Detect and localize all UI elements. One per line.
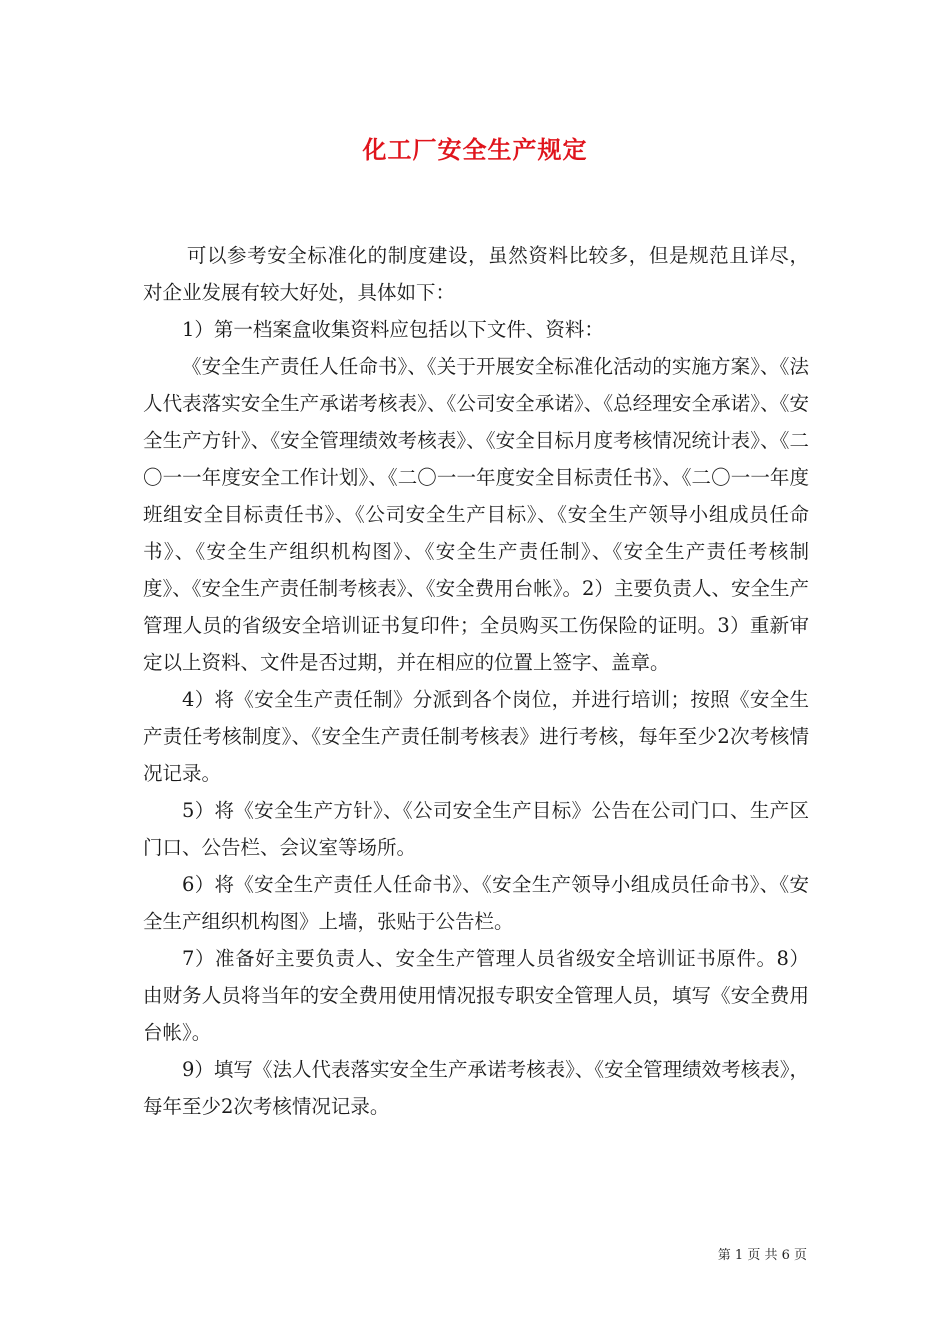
document-body — [143, 237, 809, 1125]
page-number-footer: 第 1 页 共 6 页 — [717, 1248, 807, 1263]
paragraph-intro: 可以参考安全标准化的制度建设，虽然资料比较多，但是规范且详尽，对企业发展有较大好处，具体如下： — [143, 244, 809, 304]
document-title: 化工厂安全生产规定 — [362, 135, 588, 164]
paragraph-item-7: 7）准备好主要负责人、安全生产管理人员省级安全培训证书原件。8）由财务人员将当年的安全费用使用情况报专职安全管理人员，填写《安全费用台帐》。 — [143, 947, 809, 1044]
paragraph-item-1: 1）第一档案盒收集资料应包括以下文件、资料： — [182, 318, 604, 341]
paragraph-item-6: 6）将《安全生产责任人任命书》、《安全生产领导小组成员任命书》、《安全生产组织机构图》上墙，张贴于公告栏。 — [143, 873, 809, 933]
paragraph-file-list: 《安全生产责任人任命书》、《关于开展安全标准化活动的实施方案》、《法人代表落实安全生产承诺考核表》、《公司安全承诺》、《总经理安全承诺》、《安全生产方针》、《安全管理绩效考核表》、《安全目标月度考核情况统计表》、《二〇一一年度安全工作计划》、《二〇一一年度安全目标责任书》、《二〇一一年度班组安全目标责任书》、《公司安全生产目标》、《安全生产领导小组成员任命书》、《安全生产组织机构图》、《安全生产责任制》、《安全生产责任考核制度》、《安全生产责任制考核表》、《安全费用台帐》。2）主要负责人、安全生产管理人员的省级安全培训证书复印件；全员购买工伤保险的证明。3）重新审定以上资料、文件是否过期，并在相应的位置上签字、盖章。 — [143, 355, 809, 674]
paragraph-item-4: 4）将《安全生产责任制》分派到各个岗位，并进行培训；按照《安全生产责任考核制度》、《安全生产责任制考核表》进行考核，每年至少2次考核情况记录。 — [143, 688, 809, 785]
paragraph-item-5: 5）将《安全生产方针》、《公司安全生产目标》公告在公司门口、生产区门口、公告栏、会议室等场所。 — [143, 799, 809, 859]
paragraph-item-9: 9）填写《法人代表落实安全生产承诺考核表》、《安全管理绩效考核表》，每年至少2次考核情况记录。 — [143, 1058, 809, 1118]
